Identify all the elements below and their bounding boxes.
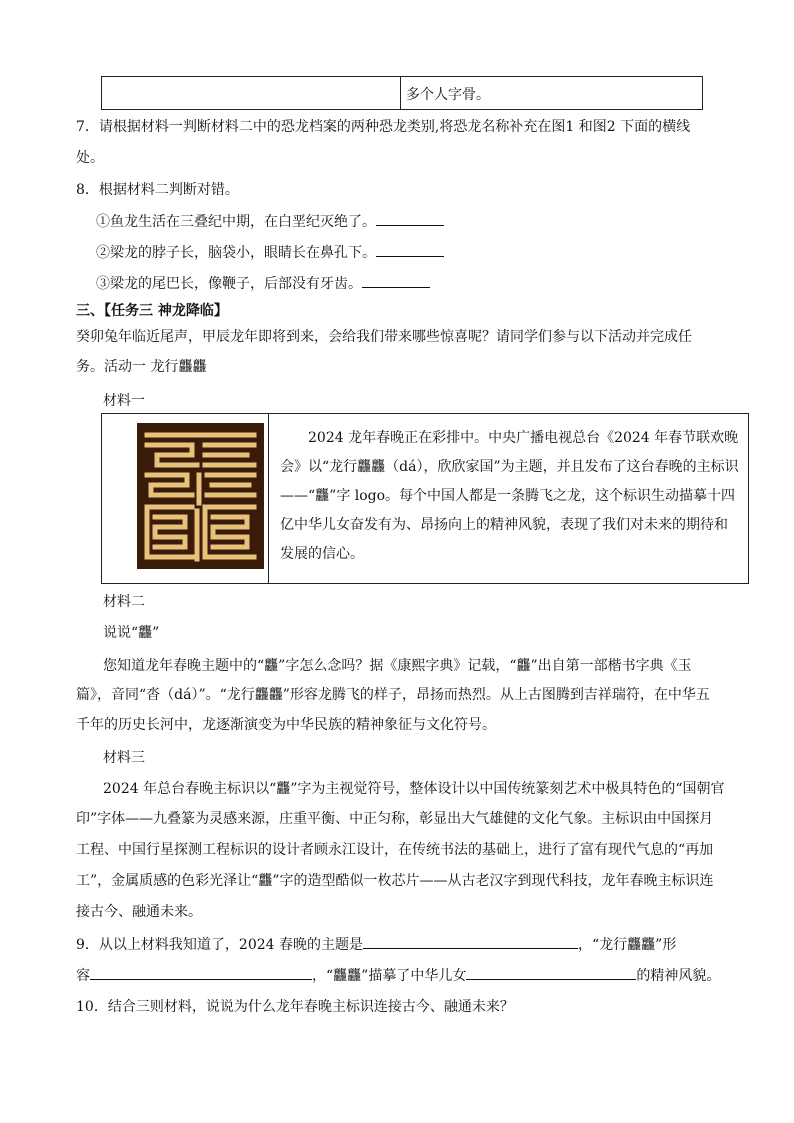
- material2-line1: 您知道龙年春晚主题中的“龘”字怎么念吗？据《康熙字典》记载，“龘”出自第一部楷书字典《玉: [103, 658, 692, 674]
- q9-text: 9．从以上材料我知道了，2024 春晚的主题是: [76, 937, 363, 953]
- table-cell-text: 多个人字骨。: [406, 87, 490, 103]
- material3-line1: 2024 年总台春晚主标识以“龘”字为主视觉符号，整体设计以中国传统篆刻艺术中极具特色的“国朝官: [103, 781, 725, 797]
- answer-blank[interactable]: [376, 242, 444, 257]
- material1-text: 2024 龙年春晚正在彩排中。中央广播电视总台《2024 年春节联欢晚会》以“龙行龘龘（dá），欣欣家国”为主题，并且发布了这台春晚的主标识——“龘”字 logo。每个中国人都是一条腾飞之龙，这个标识生动描摹十四亿中华儿女奋发有为、昂扬向上的精神风貌，表现了我们对未来的期待和发展的信心。: [280, 430, 739, 562]
- table-divider: [400, 77, 401, 109]
- top-table: [101, 76, 703, 110]
- dragon-seal-logo: [137, 423, 264, 569]
- section3-heading: 三、【任务三 神龙降临】: [76, 303, 228, 319]
- q8-item-text: ②梁龙的脖子长，脑袋小，眼睛长在鼻孔下。: [96, 245, 376, 261]
- material3-label: 材料三: [103, 750, 145, 766]
- answer-blank[interactable]: [363, 934, 578, 949]
- table-divider: [268, 414, 269, 583]
- q8-item-2: [96, 242, 444, 263]
- answer-blank[interactable]: [90, 965, 312, 980]
- q8-item-1: [96, 211, 444, 232]
- q8-title: 8．根据材料二判断对错。: [76, 182, 239, 198]
- q8-item-text: ①鱼龙生活在三叠纪中期，在白垩纪灭绝了。: [96, 214, 376, 230]
- q9-text: ，“龘龘”描摹了中华儿女: [312, 968, 467, 984]
- material2-line2: 篇》，音同“沓（dá）”。“龙行龘龘”形容龙腾飞的样子，昂扬而热烈。从上古图腾到吉祥瑞符，在中华五: [76, 687, 710, 703]
- q7-line2: 处。: [76, 150, 104, 166]
- answer-blank[interactable]: [362, 273, 430, 288]
- q10-text: 10．结合三则材料，说说为什么龙年春晚主标识连接古今、融通未来？: [76, 999, 514, 1015]
- material3-line4: 工”，金属质感的色彩光泽让“龘”字的造型酷似一枚芯片——从古老汉字到现代科技，龙年春晚主标识连: [76, 873, 714, 889]
- q8-item-text: ③梁龙的尾巴长，像鞭子，后部没有牙齿。: [96, 276, 362, 292]
- section3-intro-line2: 务。活动一 龙行龘龘: [76, 359, 207, 375]
- q9-line1: [76, 934, 676, 955]
- answer-blank[interactable]: [376, 211, 444, 226]
- material3-line5: 接古今、融通未来。: [76, 904, 202, 920]
- answer-blank[interactable]: [466, 965, 636, 980]
- section3-intro-line1: 癸卯兔年临近尾声，甲辰龙年即将到来，会给我们带来哪些惊喜呢？请同学们参与以下活动并完成任: [76, 329, 692, 345]
- material2-label: 材料二: [103, 594, 145, 610]
- q8-item-3: [96, 273, 430, 294]
- material1-label: 材料一: [103, 393, 145, 409]
- q9-text: ，“龙行龘龘”形: [578, 937, 677, 953]
- q9-text: 容: [76, 968, 90, 984]
- material2-subtitle: 说说“龘”: [103, 625, 160, 641]
- material3-line3: 工程、中国行星探测工程标识的设计者顾永江设计，在传统书法的基础上，进行了富有现代气息的“再加: [76, 842, 714, 858]
- q9-text: 的精神风貌。: [636, 968, 721, 984]
- material2-line3: 千年的历史长河中，龙逐渐演变为中华民族的精神象征与文化符号。: [76, 717, 496, 733]
- q9-line2: [76, 965, 720, 986]
- material3-line2: 印”字体——九叠篆为灵感来源，庄重平衡、中正匀称，彰显出大气雄健的文化气象。主标识由中国探月: [76, 811, 714, 827]
- q7-line1: 7．请根据材料一判断材料二中的恐龙档案的两种恐龙类别,将恐龙名称补充在图1 和图2 下面的横线: [76, 119, 691, 135]
